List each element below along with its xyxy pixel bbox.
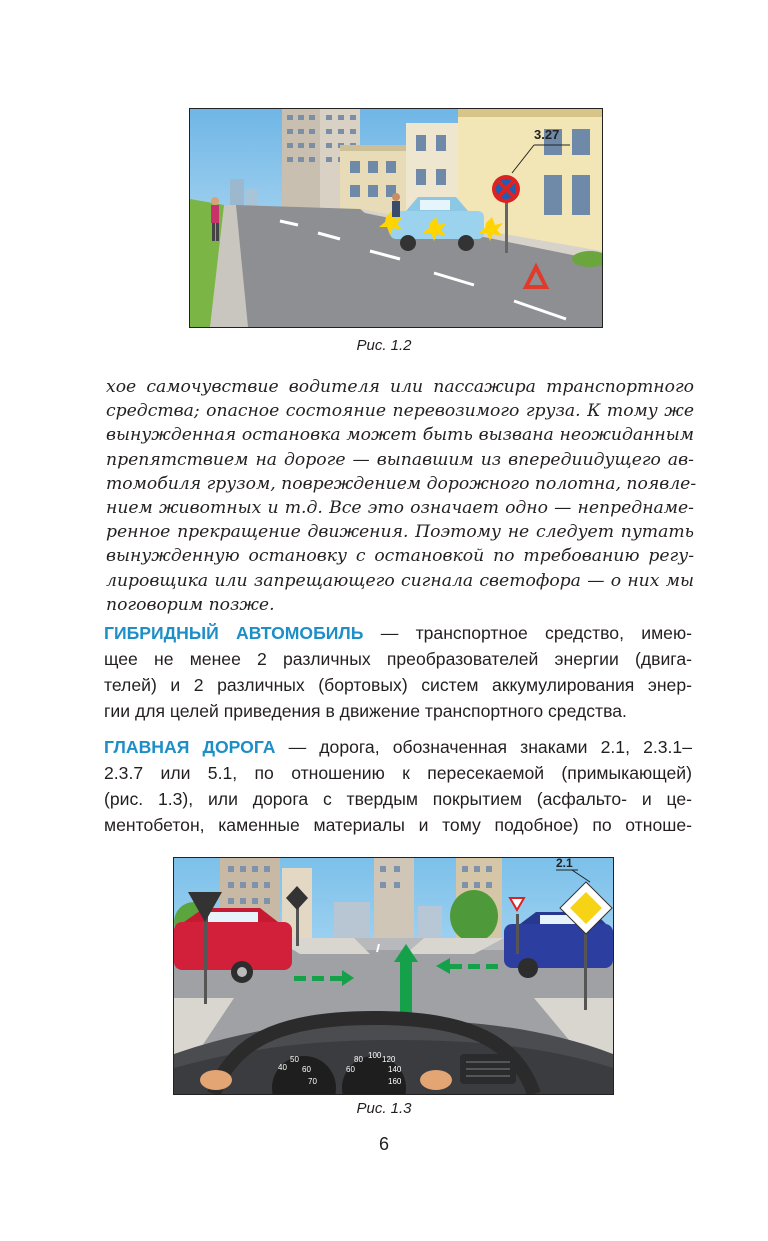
sign-3-27-label: 3.27	[534, 127, 560, 142]
definition-hybrid-car	[104, 620, 692, 724]
text-line: вынужденная остановка может быть вызвана неожиданным	[106, 425, 694, 446]
gauge-tick: 80	[354, 1055, 363, 1064]
gauge-tick: 50	[290, 1055, 299, 1064]
text-line: 2.3.7 или 5.1, по отношению к пересекаемой (примыкающей)	[104, 763, 692, 783]
term-hybrid-car: ГИБРИДНЫЙ АВТОМОБИЛЬ	[104, 623, 364, 643]
gauge-tick: 140	[388, 1065, 402, 1074]
gauge-tick: 160	[388, 1077, 402, 1086]
figure-1-2	[189, 108, 603, 328]
figure-1-3-caption: Рис. 1.3	[356, 1100, 412, 1117]
sign-2-1-label: 2.1	[556, 858, 573, 870]
text-line: ренное прекращение движения. Поэтому не следует путать	[106, 522, 694, 543]
text-line: вынужденную остановку с остановкой по требованию регу-	[106, 546, 694, 567]
gauge-tick: 100	[368, 1051, 382, 1060]
text-line: хое самочувствие водителя или пассажира транспортного	[106, 377, 694, 397]
gauge-tick: 70	[308, 1077, 317, 1086]
text-line: лировщика или запрещающего сигнала светофора — о них мы	[106, 570, 694, 591]
text-line: поговорим позже.	[106, 594, 275, 615]
text-line: нием животных и т.д. Все это означает одно — непреднаме-	[106, 498, 694, 519]
italic-paragraph	[106, 375, 697, 617]
text-line: (рис. 1.3), или дорога с твердым покрытием (асфальто- и це-	[104, 789, 692, 809]
text-line: щее не менее 2 различных преобразователей энергии (двига-	[104, 649, 692, 669]
definition-text: — транспортное средство, имею-	[363, 623, 693, 643]
definition-text: — дорога, обозначенная знаками 2.1, 2.3.1–	[275, 737, 692, 757]
text-line: ментобетон, каменные материалы и тому подобное) по отноше-	[104, 815, 692, 835]
figure-1-2-illustration	[190, 109, 602, 327]
text-line: препятствием на дороге — выпавшим из впередиидущего ав-	[106, 449, 694, 470]
figure-1-3-illustration	[174, 858, 613, 1094]
text-line: средства; опасное состояние перевозимого груза. К тому же	[106, 401, 694, 422]
figure-1-3	[173, 857, 614, 1095]
figure-1-2-caption: Рис. 1.2	[356, 337, 412, 354]
gauge-tick: 60	[302, 1065, 311, 1074]
text-line: телей) и 2 различных (бортовых) систем аккумулирования энер-	[104, 675, 692, 695]
text-line: гии для целей приведения в движение транспортного средства.	[104, 701, 627, 721]
definition-main-road	[104, 734, 692, 838]
gauge-tick: 40	[278, 1063, 287, 1072]
term-main-road: ГЛАВНАЯ ДОРОГА	[104, 737, 276, 757]
text-line: томобиля грузом, повреждением дорожного полотна, появле-	[106, 473, 697, 494]
page-number: 6	[378, 1134, 389, 1154]
gauge-tick: 120	[382, 1055, 396, 1064]
gauge-tick: 60	[346, 1065, 355, 1074]
